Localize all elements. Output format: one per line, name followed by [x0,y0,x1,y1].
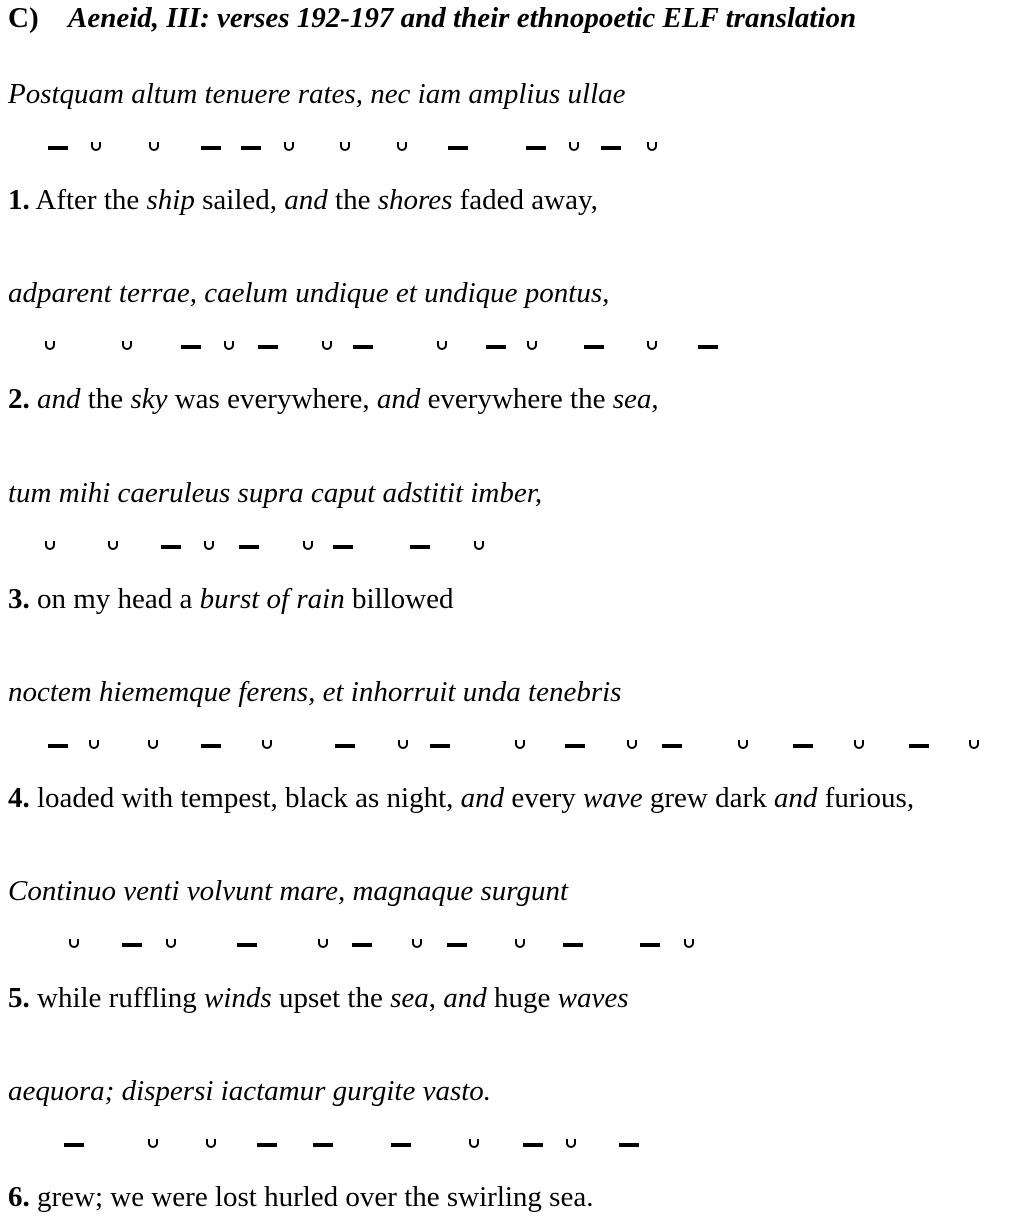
translation-line-1 [8,184,598,217]
long-syllable-mark [237,537,261,561]
short-syllable-mark [559,1135,583,1159]
long-syllable-mark [62,1135,86,1159]
translation-line-6 [8,1181,593,1214]
long-syllable-mark [350,935,374,959]
long-syllable-mark [199,736,223,760]
latin-verse-5: Continuo venti volvunt mare, magnaque surgunt [8,875,569,907]
long-syllable-mark [46,138,70,162]
latin-verse-6: aequora; dispersi iactamur gurgite vasto. [8,1075,492,1107]
short-syllable-mark [38,337,62,361]
translation-text: loaded with tempest, black as night, [29,782,461,814]
meter-row-2 [0,337,1010,361]
short-syllable-mark [677,935,701,959]
short-syllable-mark [508,736,532,760]
line-number: 6. [8,1181,30,1213]
long-syllable-mark [428,736,452,760]
emphasized-word: shores [377,184,453,216]
short-syllable-mark [296,537,320,561]
short-syllable-mark [159,935,183,959]
short-syllable-mark [640,138,664,162]
long-syllable-mark [333,736,357,760]
translation-line-4 [8,782,914,815]
line-number: 3. [8,583,30,615]
translation-text: furious, [817,782,915,814]
translation-text: the [327,184,378,216]
long-syllable-mark [563,736,587,760]
long-syllable-mark [484,337,508,361]
long-syllable-mark [331,537,355,561]
long-syllable-mark [582,337,606,361]
short-syllable-mark [277,138,301,162]
translation-text: the [80,383,131,415]
translation-text: After the [29,184,147,216]
translation-text: grew; we were lost hurled over the swirling sea. [29,1181,594,1213]
meter-row-6 [0,1135,1010,1159]
translation-text [30,383,37,415]
short-syllable-mark [38,537,62,561]
short-syllable-mark [391,736,415,760]
short-syllable-mark [405,935,429,959]
short-syllable-mark [467,537,491,561]
long-syllable-mark [638,935,662,959]
short-syllable-mark [390,138,414,162]
translation-text: sailed, [194,184,285,216]
long-syllable-mark [159,537,183,561]
translation-text: was everywhere, [167,383,377,415]
long-syllable-mark [408,537,432,561]
short-syllable-mark [84,138,108,162]
long-syllable-mark [521,1135,545,1159]
translation-text: every [504,782,584,814]
short-syllable-mark [255,736,279,760]
long-syllable-mark [524,138,548,162]
short-syllable-mark [462,1135,486,1159]
emphasized-word: and [284,184,328,216]
section-label: C) [8,2,39,34]
short-syllable-mark [217,337,241,361]
short-syllable-mark [142,138,166,162]
latin-verse-1: Postquam altum tenuere rates, nec iam amplius ullae [8,78,626,110]
short-syllable-mark [333,138,357,162]
translation-line-3 [8,583,453,616]
short-syllable-mark [62,935,86,959]
long-syllable-mark [239,138,263,162]
long-syllable-mark [696,337,720,361]
long-syllable-mark [617,1135,641,1159]
translation-text: faded away, [452,184,598,216]
short-syllable-mark [520,337,544,361]
emphasized-word: and [773,782,818,814]
long-syllable-mark [351,337,375,361]
emphasized-word: and [37,383,81,415]
section-title: Aeneid, III: verses 192-197 and their ethnopoetic ELF translation [68,2,857,34]
emphasized-word: sky [130,383,168,415]
latin-verse-3: tum mihi caeruleus supra caput adstitit imber, [8,477,543,509]
short-syllable-mark [115,337,139,361]
translation-text: huge [486,982,558,1014]
short-syllable-mark [620,736,644,760]
meter-row-4 [0,736,1010,760]
emphasized-word: sea [612,383,652,415]
long-syllable-mark [199,138,223,162]
short-syllable-mark [962,736,986,760]
emphasized-word: sea [390,982,429,1014]
long-syllable-mark [445,935,469,959]
short-syllable-mark [430,337,454,361]
section-heading [8,2,856,35]
translation-text: upset the [271,982,391,1014]
short-syllable-mark [197,537,221,561]
emphasized-word: ship [146,184,195,216]
long-syllable-mark [256,337,280,361]
translation-text: everywhere the [420,383,613,415]
translation-text: grew dark [642,782,774,814]
short-syllable-mark [562,138,586,162]
translation-text: , [428,982,444,1014]
translation-line-2 [8,383,659,416]
long-syllable-mark [907,736,931,760]
meter-row-3 [0,537,1010,561]
long-syllable-mark [311,1135,335,1159]
long-syllable-mark [179,337,203,361]
meter-row-5 [0,935,1010,959]
translation-line-5 [8,982,629,1015]
short-syllable-mark [508,935,532,959]
long-syllable-mark [255,1135,279,1159]
short-syllable-mark [101,537,125,561]
short-syllable-mark [199,1135,223,1159]
emphasized-word: and [460,782,505,814]
short-syllable-mark [141,1135,165,1159]
line-number: 1. [8,184,30,216]
long-syllable-mark [389,1135,413,1159]
short-syllable-mark [315,337,339,361]
emphasized-word: and [376,383,421,415]
long-syllable-mark [446,138,470,162]
translation-text: billowed [344,583,454,615]
emphasized-word: wave [583,782,643,814]
translation-text: , [651,383,659,415]
short-syllable-mark [847,736,871,760]
translation-text: on my head a [29,583,200,615]
short-syllable-mark [311,935,335,959]
emphasized-word: and [443,982,487,1014]
long-syllable-mark [46,736,70,760]
short-syllable-mark [731,736,755,760]
meter-row-1 [0,138,1010,162]
translation-text: while ruffling [29,982,204,1014]
long-syllable-mark [791,736,815,760]
emphasized-word: winds [204,982,272,1014]
long-syllable-mark [599,138,623,162]
long-syllable-mark [120,935,144,959]
line-number: 2. [8,383,30,415]
long-syllable-mark [660,736,684,760]
latin-verse-2: adparent terrae, caelum undique et undique pontus, [8,277,610,309]
emphasized-word: waves [557,982,629,1014]
short-syllable-mark [141,736,165,760]
line-number: 5. [8,982,30,1014]
short-syllable-mark [640,337,664,361]
line-number: 4. [8,782,30,814]
emphasized-word: burst of rain [199,583,345,615]
latin-verse-4: noctem hiememque ferens, et inhorruit unda tenebris [8,676,622,708]
long-syllable-mark [561,935,585,959]
short-syllable-mark [82,736,106,760]
long-syllable-mark [235,935,259,959]
